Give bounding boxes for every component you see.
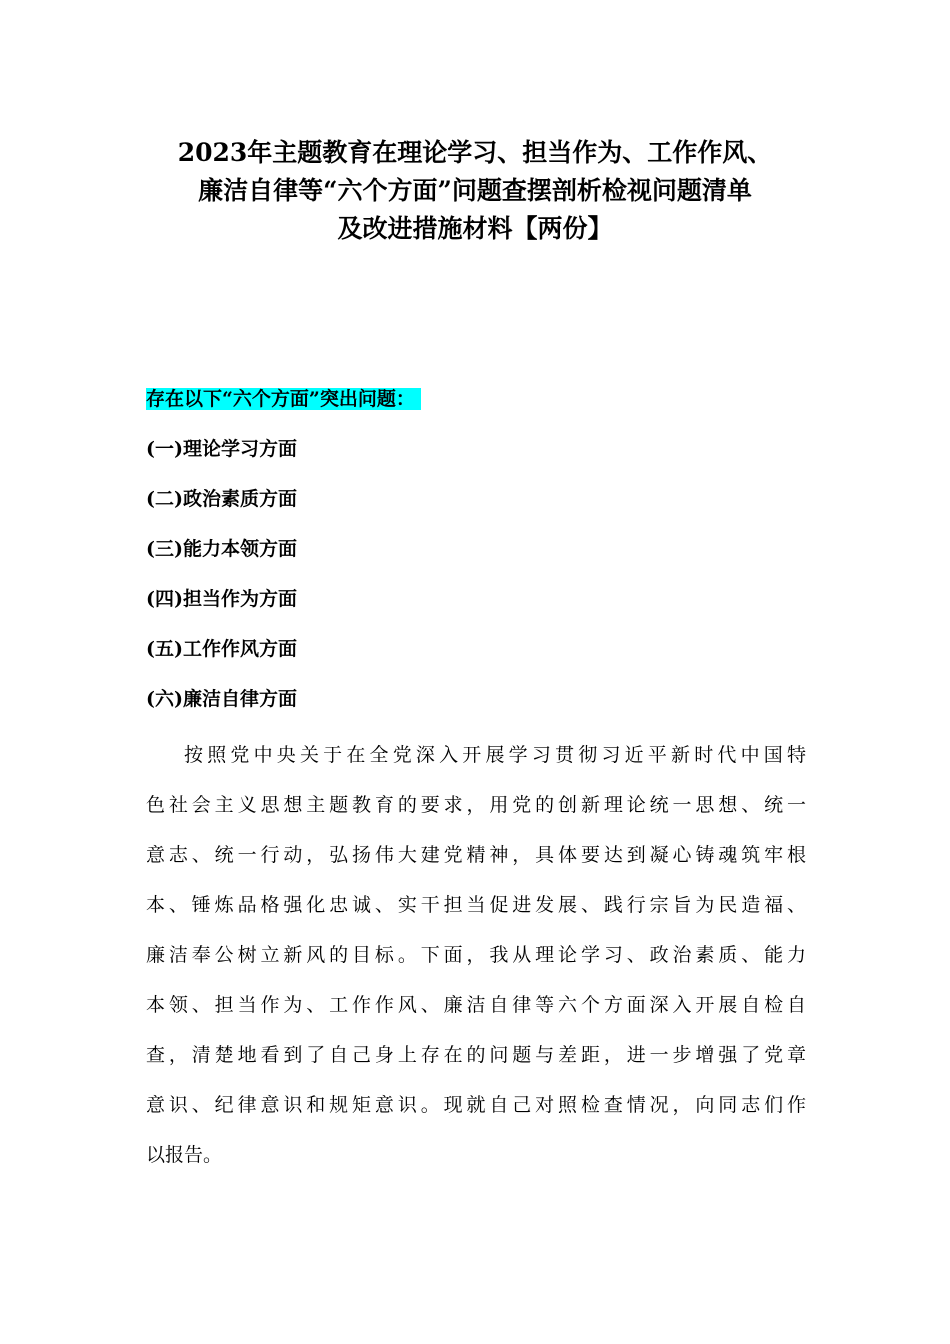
body-paragraph [146,730,806,1180]
issues-heading [146,386,421,412]
paragraph-line: 色社会主义思想主题教育的要求，用党的创新理论统一思想、统一 [146,794,806,816]
issue-item-ability: (三)能力本领方面 [146,538,297,560]
paragraph-line: 查，清楚地看到了自己身上存在的问题与差距，进一步增强了党章 [146,1044,806,1066]
paragraph-line: 本、锤炼品格强化忠诚、实干担当促进发展、践行宗旨为民造福、 [146,894,806,916]
issue-item-integrity: (六)廉洁自律方面 [146,688,297,710]
paragraph-line: 廉洁奉公树立新风的目标。下面，我从理论学习、政治素质、能力 [146,944,806,966]
paragraph-line: 本领、担当作为、工作作风、廉洁自律等六个方面深入开展自检自 [146,994,806,1016]
issue-item-political-quality: (二)政治素质方面 [146,488,297,510]
paragraph-line: 以报告。 [146,1144,223,1166]
issue-item-theory-study: (一)理论学习方面 [146,438,297,460]
title-line-1: 2023年主题教育在理论学习、担当作为、工作作风、 [177,138,773,167]
issues-heading-text: 存在以下“六个方面”突出问题： [146,388,421,410]
issue-item-work-style: (五)工作作风方面 [146,638,297,660]
issue-item-responsibility: (四)担当作为方面 [146,588,297,610]
paragraph-line: 意识、纪律意识和规矩意识。现就自己对照检查情况，向同志们作 [146,1094,806,1116]
paragraph-line: 意志、统一行动，弘扬伟大建党精神，具体要达到凝心铸魂筑牢根 [146,844,806,866]
paragraph-line: 按照党中央关于在全党深入开展学习贯彻习近平新时代中国特 [184,744,806,766]
issue-list [146,432,297,732]
title-line-3: 及改进措施材料【两份】 [337,214,613,243]
document-title [120,134,830,248]
title-line-2: 廉洁自律等“六个方面”问题查摆剖析检视问题清单 [198,176,752,205]
